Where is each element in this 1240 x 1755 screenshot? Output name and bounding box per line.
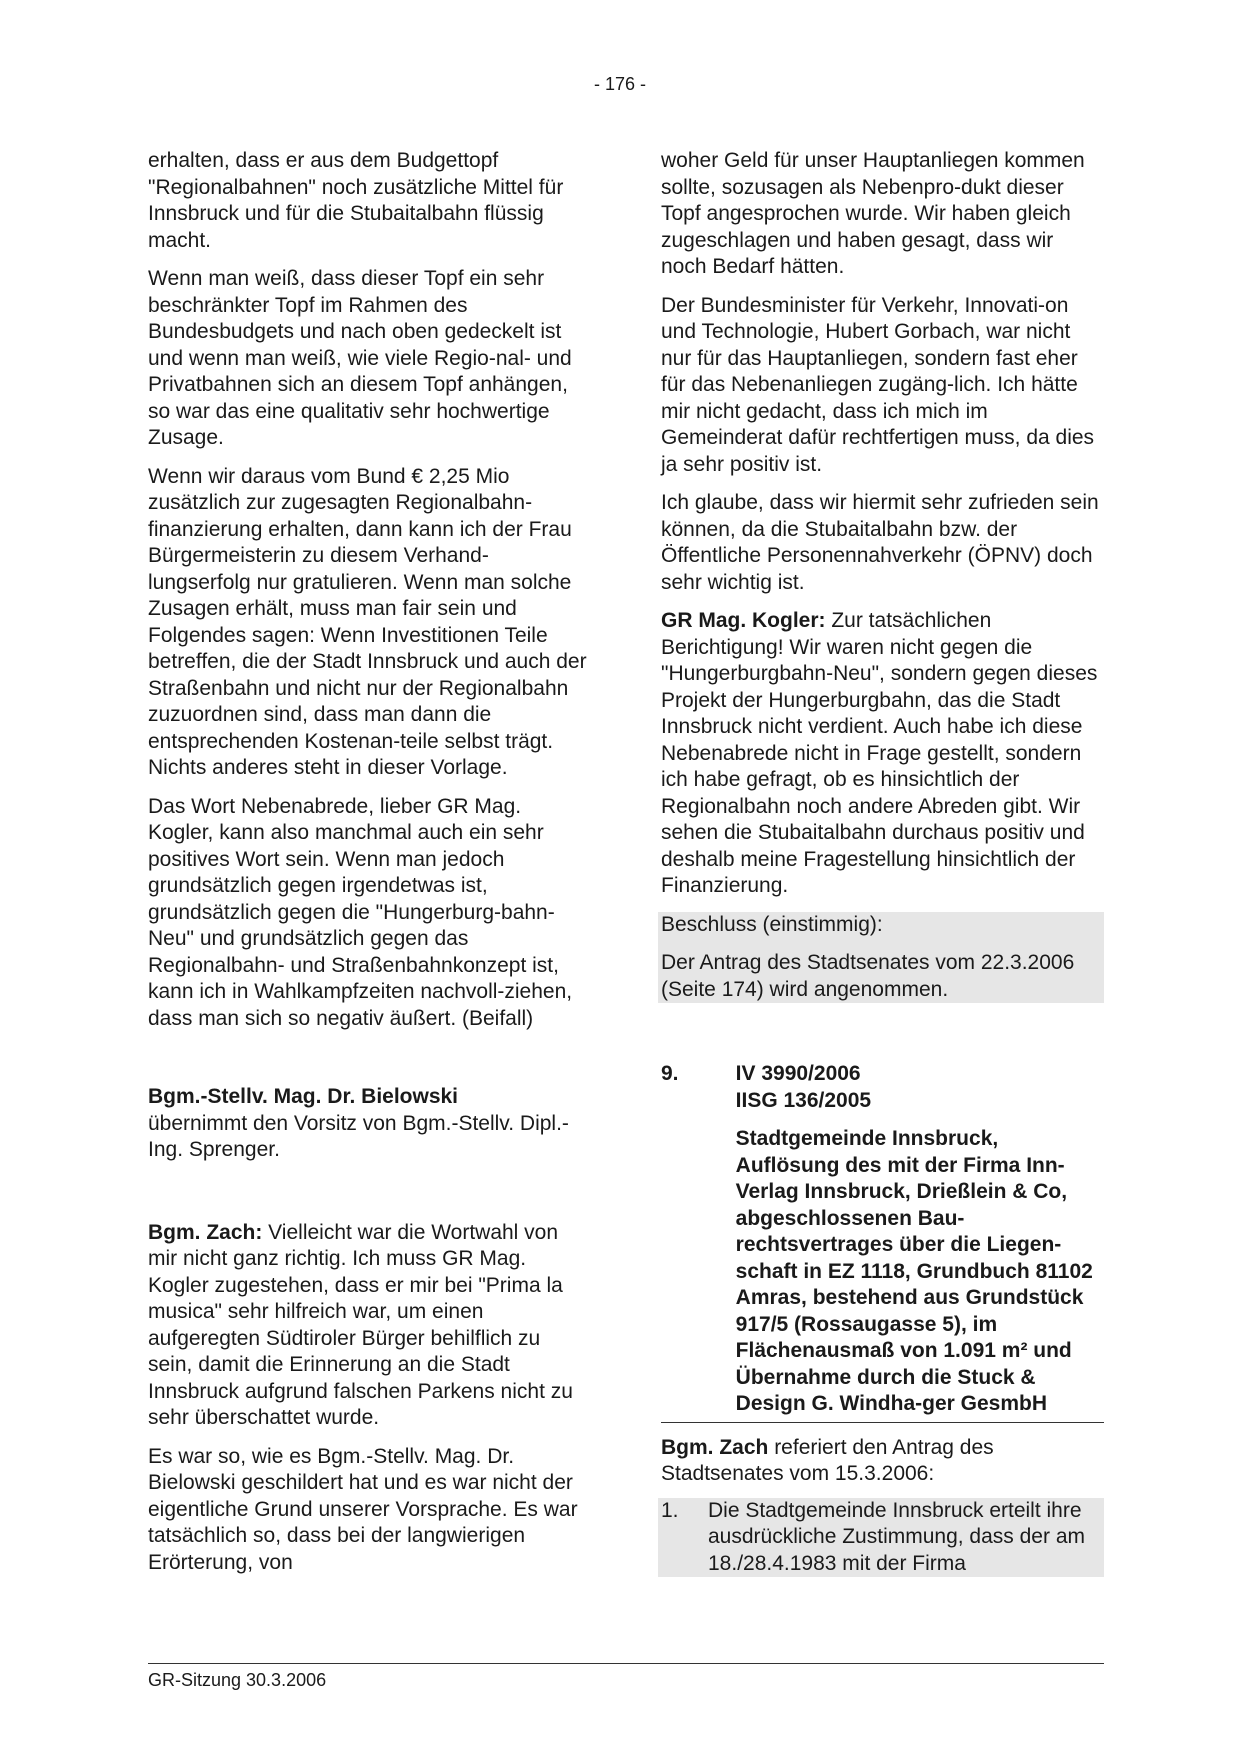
divider xyxy=(661,1422,1104,1423)
paragraph: Es war so, wie es Bgm.-Stellv. Mag. Dr. Bielowski geschildert hat und es war nicht der eigentliche Grund unserer Vorsprache. Es war tatsächlich so, dass bei der langwierigen Erörterung, von xyxy=(148,1444,578,1574)
paragraph: Wenn man weiß, dass dieser Topf ein sehr beschränkter Topf im Rahmen des Bundesbudgets und nach oben gedeckelt ist und wenn man weiß, wie viele Regio-nal- und Privatbahnen sich an diesem Topf anhängen, so war das eine qualitativ sehr hochwertige Zusage. xyxy=(148,267,572,449)
speech-text: Zur tatsächlichen Berichtigung! Wir waren nicht gegen die "Hungerburgbahn-Neu", sondern gegen dieses Projekt der Hungerburgbahn, das die Stadt Innsbruck nicht verdient. Auch habe ich diese Nebenabrede nicht in Frage gestellt, sondern ich habe gefragt, ob es hinsichtlich der Regionalbahn noch andere Abreden gibt. Wir sehen die Stubaitalbahn durchaus positiv und deshalb meine Fragestellung hinsichtlich der Finanzierung. xyxy=(661,609,1098,897)
speech-kogler xyxy=(661,608,1104,900)
paragraph: woher Geld für unser Hauptanliegen kommen sollte, sozusagen als Nebenpro-dukt dieser Topf angesprochen wurde. Wir haben gleich zugeschlagen und haben gesagt, dass wir noch Bedarf hätten. xyxy=(661,149,1085,278)
right-column xyxy=(661,148,1104,1577)
resolution-box xyxy=(658,912,1104,1004)
paragraph: erhalten, dass er aus dem Budgettopf "Regionalbahnen" noch zusätzliche Mittel für Innsbruck und für die Stubaitalbahn flüssig macht. xyxy=(148,149,564,252)
left-column xyxy=(148,148,588,1576)
paragraph: Das Wort Nebenabrede, lieber GR Mag. Kogler, kann also manchmal auch ein sehr positives Wort sein. Wenn man jedoch grundsätzlich gegen irgendetwas ist, grundsätzlich gegen die "Hungerburg-bahn-Neu" und grundsätzlich gegen das Regionalbahn- und Straßenbahnkonzept ist, kann ich in Wahlkampfzeiten nachvoll-ziehen, dass man sich so negativ äußert. (Beifall) xyxy=(148,794,573,1030)
speaker-name: Bgm. Zach xyxy=(661,1435,769,1459)
agenda-item-header xyxy=(661,1061,1104,1418)
footer-divider xyxy=(148,1663,1104,1664)
chair-change-text: übernimmt den Vorsitz von Bgm.-Stellv. Dipl.-Ing. Sprenger. xyxy=(148,1111,569,1161)
list-item-number: 1. xyxy=(661,1498,679,1522)
paragraph: Wenn wir daraus vom Bund € 2,25 Mio zusätzlich zur zugesagten Regionalbahn-finanzierung erhalten, dann kann ich der Frau Bürgermeisterin zu diesem Verhand-lungserfolg nur gratulieren. Wenn man solche Zusagen erhält, muss man fair sein und Folgendes sagen: Wenn Investitionen Teile betreffen, die der Stadt Innsbruck und auch der Straßenbahn und nicht nur der Regionalbahn zuzuordnen sind, dass man dann die entsprechenden Kostenan-teile selbst trägt. Nichts anderes steht in dieser Vorlage. xyxy=(148,464,587,779)
report-text: referiert den Antrag des Stadtsenates vom 15.3.2006: xyxy=(661,1435,994,1485)
page-number: - 176 - xyxy=(593,74,647,94)
report-intro xyxy=(661,1435,1104,1488)
paragraph: Der Bundesminister für Verkehr, Innovati-on und Technologie, Hubert Gorbach, war nicht nur für das Hauptanliegen, sondern fast eher für das Nebenanliegen zugäng-lich. Ich hätte mir nicht gedacht, dass ich mich im Gemeinderat dafür rechtfertigen muss, da dies ja sehr positiv ist. xyxy=(661,293,1095,476)
agenda-item-number: 9. xyxy=(661,1062,679,1085)
chair-change-note xyxy=(148,1084,588,1164)
speech-text: Vielleicht war die Wortwahl von mir nicht ganz richtig. Ich muss GR Mag. Kogler zugestehen, dass er mir bei "Prima la musica" sehr hilfreich war, um einen aufgeregten Südtiroler Bürger behilflich zu sein, damit die Erinnerung an die Stadt Innsbruck aufgrund falschen Parkens nicht zu sehr überschattet wurde. xyxy=(148,1220,573,1429)
footer: GR-Sitzung 30.3.2006 xyxy=(148,1670,327,1690)
paragraph: Ich glaube, dass wir hiermit sehr zufrieden sein können, da die Stubaitalbahn bzw. der Öffentliche Personennahverkehr (ÖPNV) doch sehr wichtig ist. xyxy=(661,491,1099,594)
agenda-item-details xyxy=(736,1061,1104,1418)
agenda-item-title: Stadtgemeinde Innsbruck, Auflösung des mit der Firma Inn-Verlag Innsbruck, Drießlein & Co, abgeschlossenen Bau-rechtsvertrages über die Liegen-schaft in EZ 1118, Grundbuch 81102 Amras, bestehend aus Grundstück 917/5 (Rossaugasse 5), im Flächenausmaß von 1.091 m² und Übernahme durch die Stuck & Design G. Windha-ger GesmbH xyxy=(735,1127,1093,1415)
list-item-text: Die Stadtgemeinde Innsbruck erteilt ihre ausdrückliche Zustimmung, dass der am 18./28.4.1983 mit der Firma xyxy=(708,1498,1085,1575)
speech-zach xyxy=(148,1220,588,1432)
speaker-name: Bgm. Zach: xyxy=(148,1220,263,1244)
agenda-item-ref: IV 3990/2006 xyxy=(735,1062,861,1085)
speaker-name: GR Mag. Kogler: xyxy=(661,609,826,632)
speaker-name: Bgm.-Stellv. Mag. Dr. Bielowski xyxy=(148,1085,459,1108)
list-item xyxy=(658,1498,1104,1578)
agenda-item-ref: IISG 136/2005 xyxy=(735,1088,872,1112)
resolution-text: Der Antrag des Stadtsenates vom 22.3.2006 (Seite 174) wird angenommen. xyxy=(661,951,1075,1001)
resolution-label: Beschluss (einstimmig): xyxy=(661,912,883,936)
